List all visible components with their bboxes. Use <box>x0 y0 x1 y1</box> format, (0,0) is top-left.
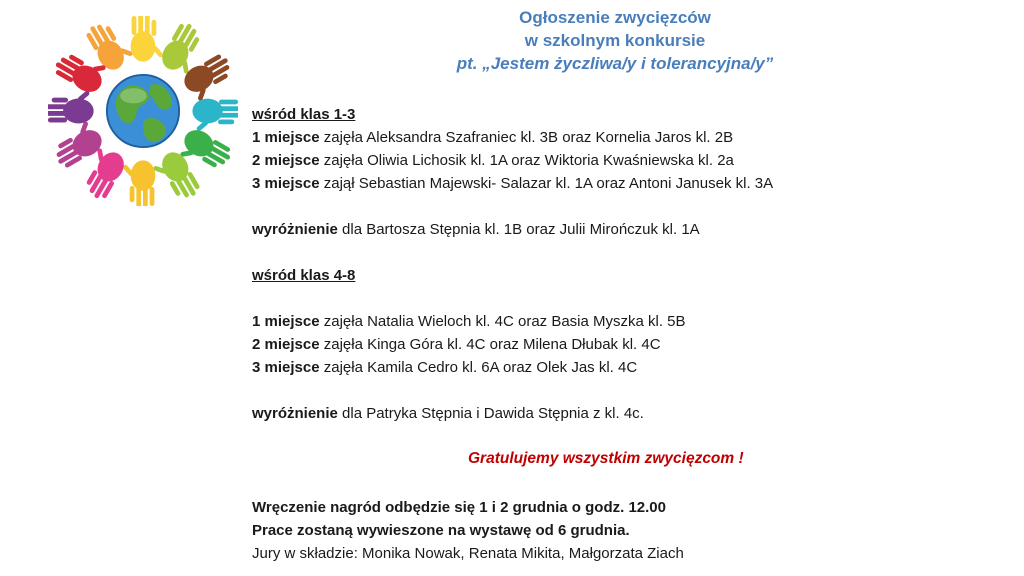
result-row <box>252 310 1012 333</box>
contest-name-text: pt. „Jestem życzliwa/y i tolerancyjna/y” <box>456 54 774 73</box>
header-subtitle: w szkolnym konkursie <box>524 31 706 50</box>
spacer <box>252 287 1012 310</box>
group-heading-4-8 <box>252 264 1012 287</box>
place-label: 3 miejsce <box>252 175 320 192</box>
spacer <box>252 195 1012 218</box>
distinction-text: dla Bartosza Stępnia kl. 1B oraz Julii Mirończuk kl. 1A <box>337 221 700 238</box>
jury-info: Jury w składzie: Monika Nowak, Renata Mikita, Małgorzata Ziach <box>252 545 684 562</box>
result-row <box>252 356 1012 379</box>
place-label: 1 miejsce <box>252 129 320 146</box>
distinction-row <box>252 218 1012 241</box>
globe-icon <box>107 75 179 147</box>
place-label: 3 miejsce <box>252 359 320 376</box>
result-row <box>252 149 1012 172</box>
place-label: 2 miejsce <box>252 336 320 353</box>
results-list <box>252 103 1012 425</box>
result-row <box>252 126 1012 149</box>
place-text: zajęła Kamila Cedro kl. 6A oraz Olek Jas kl. 4C <box>319 359 638 376</box>
distinction-label: wyróżnienie <box>252 221 338 238</box>
congratulations-text: Gratulujemy wszystkim zwycięzcom ! <box>468 450 744 467</box>
awards-info: Wręczenie nagród odbędzie się 1 i 2 grudnia o godz. 12.00 <box>252 499 666 516</box>
header-title: Ogłoszenie zwycięzców <box>519 8 711 27</box>
place-label: 1 miejsce <box>252 313 320 330</box>
distinction-row <box>252 402 1012 425</box>
place-text: zajął Sebastian Majewski- Salazar kl. 1A oraz Antoni Janusek kl. 3A <box>319 175 774 192</box>
hands-globe-logo <box>48 16 238 206</box>
group-heading-text: wśród klas 4-8 <box>252 267 356 284</box>
footer-info <box>252 496 684 565</box>
contest-name <box>380 52 850 75</box>
place-label: 2 miejsce <box>252 152 320 169</box>
distinction-text: dla Patryka Stępnia i Dawida Stępnia z kl. 4c. <box>337 405 644 422</box>
distinction-label: wyróżnienie <box>252 405 338 422</box>
spacer <box>252 241 1012 264</box>
place-text: zajęła Natalia Wieloch kl. 4C oraz Basia Myszka kl. 5B <box>319 313 686 330</box>
place-text: zajęła Oliwia Lichosik kl. 1A oraz Wiktoria Kwaśniewska kl. 2a <box>319 152 734 169</box>
exhibition-info: Prace zostaną wywieszone na wystawę od 6 grudnia. <box>252 522 630 539</box>
result-row <box>252 172 1012 195</box>
result-row <box>252 333 1012 356</box>
group-heading-text: wśród klas 1-3 <box>252 106 356 123</box>
announcement-header <box>380 6 850 75</box>
place-text: zajęła Kinga Góra kl. 4C oraz Milena Dłubak kl. 4C <box>319 336 661 353</box>
spacer <box>252 379 1012 402</box>
group-heading-1-3 <box>252 103 1012 126</box>
place-text: zajęła Aleksandra Szafraniec kl. 3B oraz Kornelia Jaros kl. 2B <box>319 129 734 146</box>
